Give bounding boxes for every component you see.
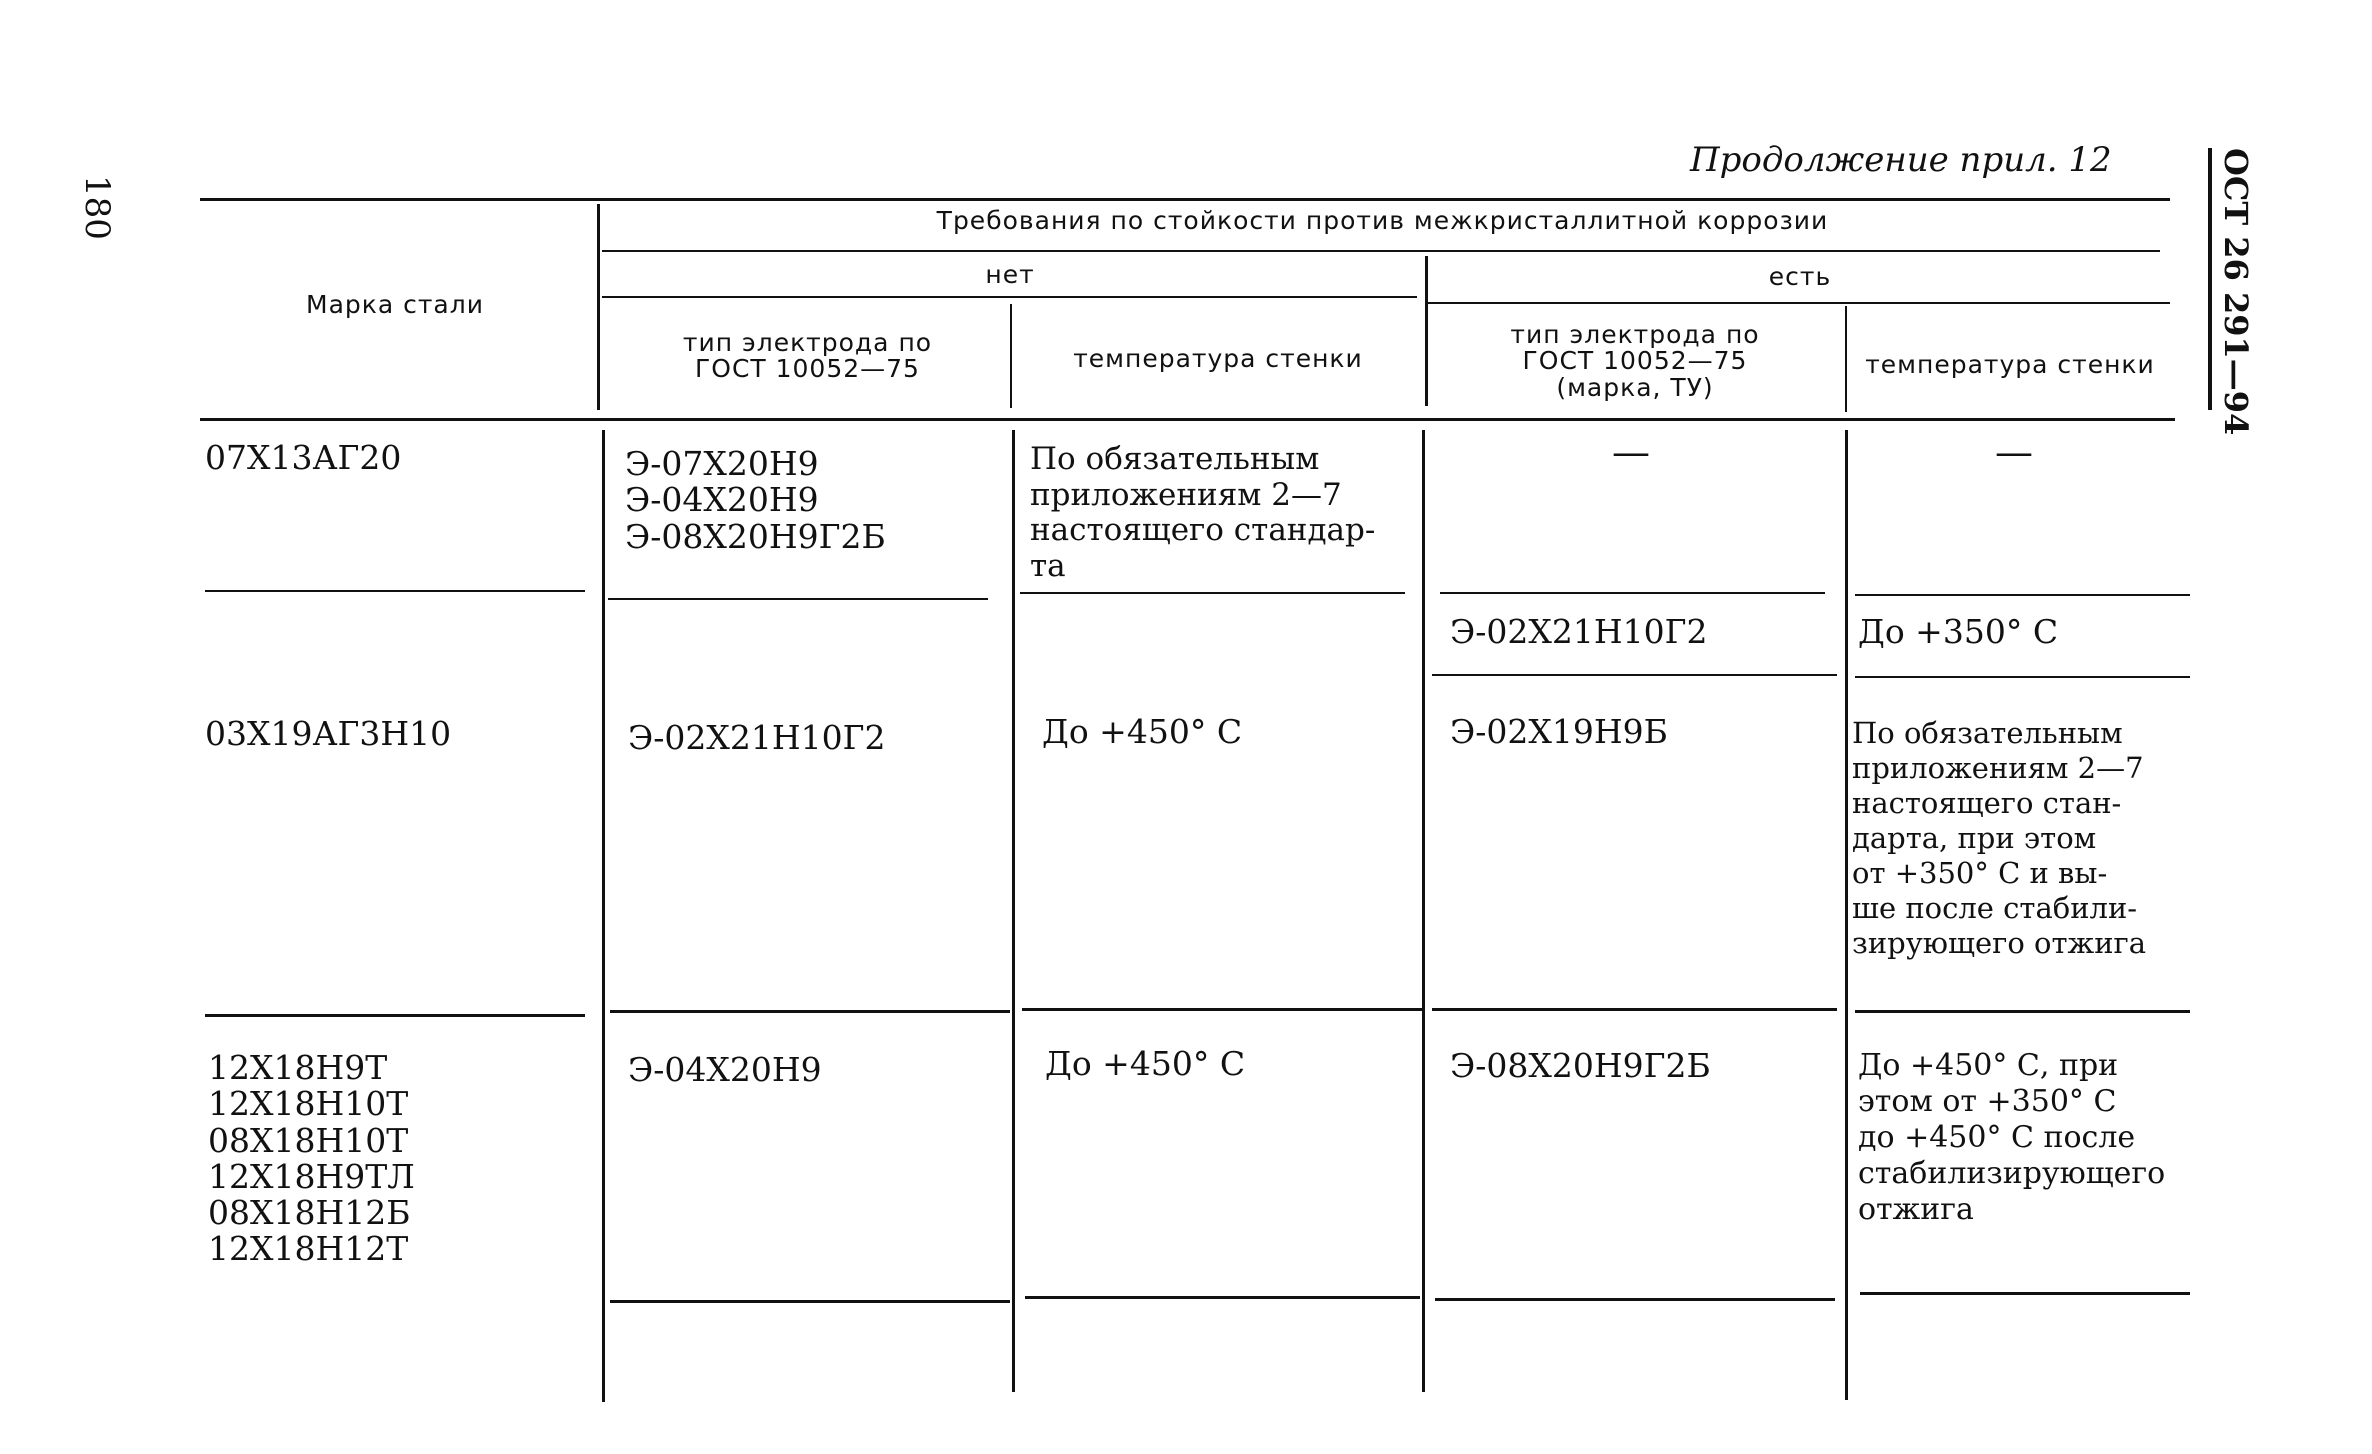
row2a-rule-col4	[1432, 674, 1837, 676]
steel-grade: 08Х18Н10Т	[208, 1120, 409, 1160]
row1-rule-col3	[1020, 592, 1405, 594]
temp-line: стабилизирующего	[1858, 1156, 2166, 1191]
body-col-divider-4	[1845, 430, 1848, 1400]
page-number: 180	[77, 175, 117, 240]
electrode-grade: Э-04Х20Н9	[628, 1050, 822, 1089]
header-group-rule	[602, 250, 2160, 252]
electrode-grade: Э-08Х20Н9Г2Б	[625, 516, 886, 556]
temp-line: настоящего стан-	[1852, 786, 2122, 821]
row3-temp-no	[1045, 1046, 1245, 1082]
header-electrode-type-yes-line: ГОСТ 10052—75	[1522, 346, 1748, 376]
header-col-divider-4	[1845, 306, 1847, 412]
electrode-grade: Э-07Х20Н9	[625, 444, 819, 483]
row1-steel	[205, 440, 401, 476]
row2-rule-col3	[1022, 1008, 1422, 1011]
steel-grade: 12Х18Н10Т	[208, 1084, 409, 1124]
row1-rule-col2	[608, 598, 988, 600]
row1-electrode-no	[625, 446, 886, 555]
temp-line: этом от +350° С	[1858, 1084, 2117, 1119]
row2a-electrode-yes	[1450, 614, 1708, 650]
row3-rule-col4	[1435, 1298, 1835, 1301]
row3-steel	[208, 1050, 415, 1268]
header-electrode-type-yes	[1430, 322, 1840, 401]
table-top-rule	[200, 198, 2170, 201]
temp-line: По обязательным	[1852, 716, 2123, 750]
row2-rule-col2	[610, 1010, 1010, 1013]
steel-grade: 03Х19АГ3Н10	[205, 714, 452, 753]
row2-rule-col1	[205, 1014, 585, 1017]
row2a-temp-yes	[1858, 614, 2058, 650]
row3-rule-col3	[1025, 1296, 1420, 1299]
electrode-grade: Э-02Х19Н9Б	[1450, 712, 1668, 751]
header-electrode-type-no-line: ГОСТ 10052—75	[695, 354, 920, 384]
row2b-electrode-yes	[1450, 714, 1668, 750]
standard-code: ОСТ 26 291—94	[2217, 148, 2255, 436]
steel-grade: 12Х18Н9ТЛ	[208, 1156, 415, 1196]
temp-line: зирующего отжига	[1852, 926, 2147, 961]
temp-line: ше после стабили-	[1852, 891, 2138, 926]
steel-grade: 08Х18Н12Б	[208, 1193, 411, 1233]
header-wall-temp-no: температура стенки	[1073, 344, 1363, 373]
row3-rule-col2	[610, 1300, 1010, 1303]
standard-side-bar	[2208, 148, 2212, 410]
header-col-divider-2	[1010, 304, 1012, 408]
header-no: нет	[985, 260, 1035, 289]
body-col-divider-1	[602, 430, 605, 1402]
body-col-divider-3	[1422, 430, 1425, 1392]
temp-line: приложениям 2—7	[1852, 751, 2144, 786]
row1-temp-yes-dash: —	[1995, 430, 2033, 474]
header-col-divider-3	[1425, 256, 1428, 406]
row1-temp-no	[1030, 442, 1375, 585]
row2-temp-no	[1042, 714, 1242, 750]
row2-electrode-no	[628, 720, 886, 756]
row3-electrode-no	[628, 1052, 822, 1088]
header-subgroup-rule-no	[602, 296, 1417, 298]
row2b-temp-yes	[1852, 716, 2146, 962]
row1-electrode-yes-dash: —	[1612, 430, 1650, 474]
header-wall-temp-yes: температура стенки	[1865, 350, 2155, 379]
continuation-caption: Продолжение прил. 12	[1690, 140, 2112, 180]
temp-line: По обязательным	[1030, 441, 1320, 477]
header-electrode-type-yes-line: тип электрода по	[1510, 320, 1760, 349]
row3-temp-yes	[1858, 1048, 2165, 1228]
header-electrode-type-yes-line: (марка, ТУ)	[1556, 372, 1714, 402]
row3-electrode-yes	[1450, 1048, 1711, 1084]
electrode-grade: Э-04Х20Н9	[625, 480, 819, 520]
temp-line: дарта, при этом	[1852, 821, 2097, 856]
temp-line: До +450° С, при	[1858, 1048, 2119, 1083]
temp-line: приложениям 2—7	[1030, 476, 1342, 513]
header-electrode-type-no	[610, 330, 1005, 383]
steel-grade: 07Х13АГ20	[205, 438, 402, 477]
header-requirement: Требования по стойкости против межкристаллитной коррозии	[936, 206, 1829, 235]
row1-rule-col5	[1855, 594, 2190, 596]
row1-rule-col1	[205, 590, 585, 592]
header-subgroup-rule-yes	[1425, 302, 2170, 304]
temp-line: та	[1030, 547, 1066, 584]
temp-line: до +450° С после	[1858, 1120, 2136, 1155]
header-yes: есть	[1768, 262, 1832, 291]
header-electrode-type-no-line: тип электрода по	[682, 328, 933, 357]
header-steel-grade: Марка стали	[306, 290, 484, 319]
electrode-grade: Э-02Х21Н10Г2	[628, 718, 886, 757]
temp-line: До +350° С	[1858, 612, 2059, 651]
header-col-divider-1	[597, 204, 600, 410]
temp-line: отжига	[1858, 1192, 1974, 1227]
temp-line: До +450° С	[1045, 1044, 1246, 1083]
temp-line: от +350° С и вы-	[1852, 856, 2108, 891]
body-col-divider-2	[1012, 430, 1015, 1392]
electrode-grade: Э-08Х20Н9Г2Б	[1450, 1046, 1711, 1085]
temp-line: настоящего стандар-	[1030, 512, 1376, 549]
row2-steel	[205, 716, 451, 752]
header-bottom-rule	[200, 418, 2175, 421]
row3-rule-col5	[1860, 1292, 2190, 1295]
row2-rule-col4	[1432, 1008, 1837, 1011]
temp-line: До +450° С	[1042, 712, 1243, 751]
electrode-grade: Э-02Х21Н10Г2	[1450, 612, 1708, 651]
steel-grade: 12Х18Н9Т	[208, 1048, 388, 1087]
row2-rule-col5	[1855, 1010, 2190, 1013]
steel-grade: 12Х18Н12Т	[208, 1229, 409, 1269]
row1-rule-col4	[1440, 592, 1825, 594]
row2a-rule-col5	[1855, 676, 2190, 678]
